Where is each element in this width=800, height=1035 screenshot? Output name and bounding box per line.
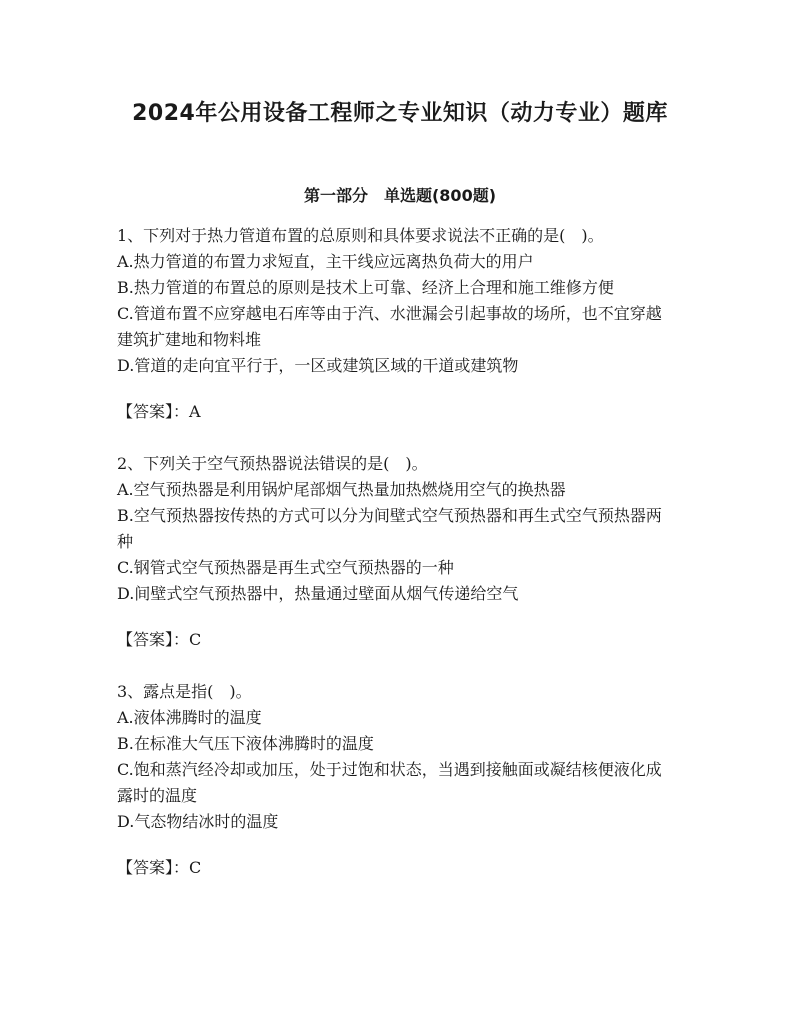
question-list [117, 223, 677, 907]
option-d: D.气态物结冰时的温度 [117, 812, 279, 831]
option-d: D.管道的走向宜平行于，一区或建筑区域的干道或建筑物 [117, 356, 519, 375]
document-title: 2024年公用设备工程师之专业知识（动力专业）题库 [132, 101, 668, 126]
answer-line: 【答案】：C [117, 630, 202, 649]
option-a: A.热力管道的布置力求短直，主干线应远离热负荷大的用户 [117, 252, 534, 271]
option-a: A.空气预热器是利用锅炉尾部烟气热量加热燃烧用空气的换热器 [117, 480, 566, 499]
question-stem: 1、下列对于热力管道布置的总原则和具体要求说法不正确的是( )。 [117, 226, 604, 245]
option-c: C.管道布置不应穿越电石库等由于汽、水泄漏会引起事故的场所，也不宜穿越建筑扩建地和物料堆 [117, 304, 662, 349]
answer-line: 【答案】：C [117, 858, 202, 877]
question-stem: 3、露点是指( )。 [117, 682, 252, 701]
option-c: C.饱和蒸汽经冷却或加压，处于过饱和状态，当遇到接触面或凝结核便液化成露时的温度 [117, 760, 662, 805]
question-block [117, 679, 677, 881]
option-b: B.热力管道的布置总的原则是技术上可靠、经济上合理和施工维修方便 [117, 278, 614, 297]
option-a: A.液体沸腾时的温度 [117, 708, 262, 727]
option-b: B.空气预热器按传热的方式可以分为间壁式空气预热器和再生式空气预热器两种 [117, 506, 662, 551]
option-d: D.间壁式空气预热器中，热量通过壁面从烟气传递给空气 [117, 584, 519, 603]
section-heading: 第一部分 单选题(800题) [303, 186, 497, 205]
question-stem: 2、下列关于空气预热器说法错误的是( )。 [117, 454, 428, 473]
question-block [117, 451, 677, 653]
question-block [117, 223, 677, 425]
option-c: C.钢管式空气预热器是再生式空气预热器的一种 [117, 558, 454, 577]
option-b: B.在标准大气压下液体沸腾时的温度 [117, 734, 374, 753]
answer-line: 【答案】：A [117, 402, 201, 421]
